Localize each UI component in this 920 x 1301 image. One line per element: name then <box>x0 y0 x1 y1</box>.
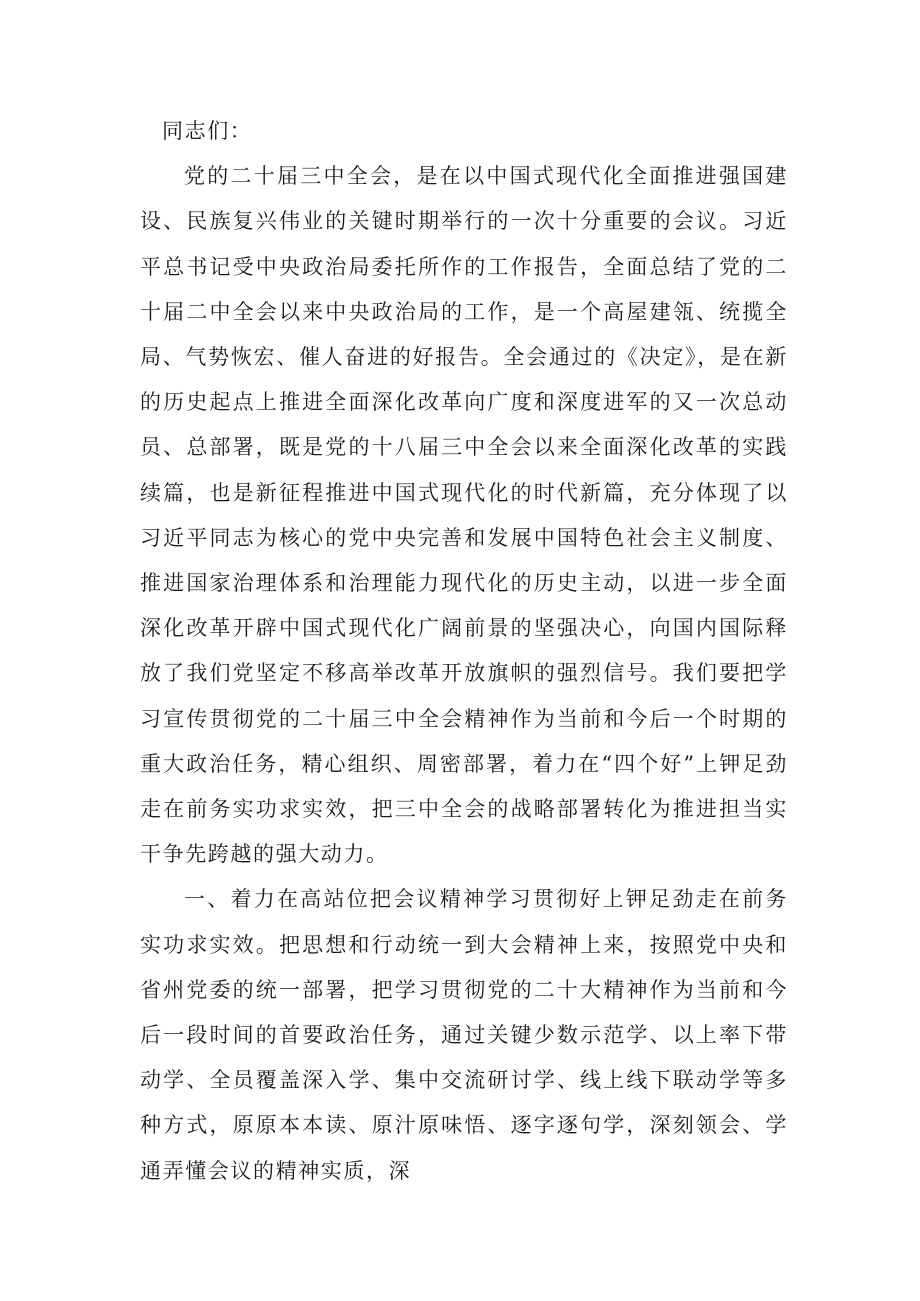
document-body <box>140 109 788 1194</box>
paragraph-intro: 党的二十届三中全会，是在以中国式现代化全面推进强国建设、民族复兴伟业的关键时期举行的一次十分重要的会议。习近平总书记受中央政治局委托所作的工作报告，全面总结了党的二十届二中全会以来中央政治局的工作，是一个高屋建瓴、统揽全局、气势恢宏、催人奋进的好报告。全会通过的《决定》，是在新的历史起点上推进全面深化改革向广度和深度进军的又一次总动员、总部署，既是党的十八届三中全会以来全面深化改革的实践续篇，也是新征程推进中国式现代化的时代新篇，充分体现了以习近平同志为核心的党中央完善和发展中国特色社会主义制度、推进国家治理体系和治理能力现代化的历史主动，以进一步全面深化改革开辟中国式现代化广阔前景的坚强决心，向国内国际释放了我们党坚定不移高举改革开放旗帜的强烈信号。我们要把学习宣传贯彻党的二十届三中全会精神作为当前和今后一个时期的重大政治任务，精心组织、周密部署，着力在“四个好”上钾足劲走在前务实功求实效，把三中全会的战略部署转化为推进担当实干争先跨越的强大动力。 <box>140 164 788 867</box>
salutation: 同志们： <box>162 119 253 143</box>
paragraph-section-1: 一、着力在高站位把会议精神学习贯彻好上钾足劲走在前务实功求实效。把思想和行动统一到大会精神上来，按照党中央和省州党委的统一部署，把学习贯彻党的二十大精神作为当前和今后一段时间的首要政治任务，通过关键少数示范学、以上率下带动学、全员覆盖深入学、集中交流研讨学、线上线下联动学等多种方式，原原本本读、原汁原味悟、逐字逐句学，深刻领会、学通弄懂会议的精神实质，深 <box>140 887 788 1183</box>
